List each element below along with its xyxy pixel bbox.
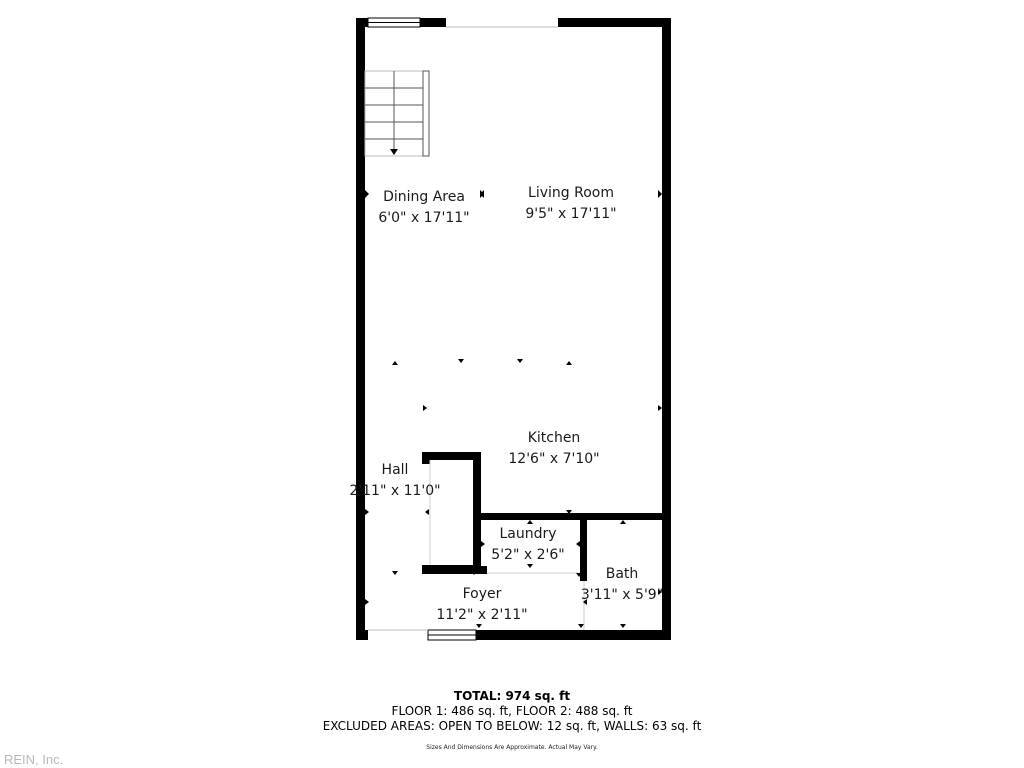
room-label-kitchen: [508, 428, 599, 470]
room-dims: 3'11" x 5'9": [580, 587, 664, 603]
room-name: Laundry: [499, 526, 557, 542]
room-label-bath: [581, 564, 663, 606]
room-dims: 2'11" x 11'0": [349, 483, 441, 499]
hall-wall-top: [422, 452, 481, 460]
room-label-hall: [349, 460, 440, 502]
room-label-dining: [378, 187, 469, 229]
laundry-wall-top: [473, 513, 671, 520]
room-name: Hall: [381, 462, 409, 478]
wall-bottom-left: [356, 630, 368, 640]
stair-arrow-icon: [390, 149, 398, 155]
total-area: TOTAL: 974 sq. ft: [453, 689, 571, 703]
hall-wall-bottom: [422, 565, 481, 574]
room-dims: 9'5" x 17'11": [525, 206, 617, 222]
wall-left: [356, 18, 365, 640]
room-label-foyer: [436, 584, 527, 626]
wall-bottom-right: [476, 630, 671, 640]
room-dims: 5'2" x 2'6": [491, 547, 565, 563]
floor-areas: FLOOR 1: 486 sq. ft, FLOOR 2: 488 sq. ft: [391, 704, 633, 718]
room-name: Foyer: [462, 586, 502, 602]
room-name: Living Room: [528, 185, 614, 201]
disclaimer: Sizes And Dimensions Are Approximate. Actual May Vary.: [426, 744, 598, 751]
room-label-laundry: [491, 524, 564, 566]
wall-right: [662, 18, 671, 640]
room-dims: 6'0" x 17'11": [378, 210, 470, 226]
area-summary: [323, 689, 702, 752]
room-name: Dining Area: [383, 189, 465, 205]
room-dims: 11'2" x 2'11": [436, 607, 528, 623]
excluded-areas: EXCLUDED AREAS: OPEN TO BELOW: 12 sq. ft, WALLS: 63 sq. ft: [322, 719, 702, 733]
stairs: [365, 71, 429, 156]
room-label-living: [525, 183, 616, 225]
watermark: REIN, Inc.: [4, 752, 64, 767]
wall-top-right: [558, 18, 671, 27]
room-name: Kitchen: [527, 430, 581, 446]
room-dims: 12'6" x 7'10": [508, 451, 600, 467]
laundry-wall-bottom-stub: [481, 566, 487, 574]
room-name: Bath: [605, 566, 639, 582]
